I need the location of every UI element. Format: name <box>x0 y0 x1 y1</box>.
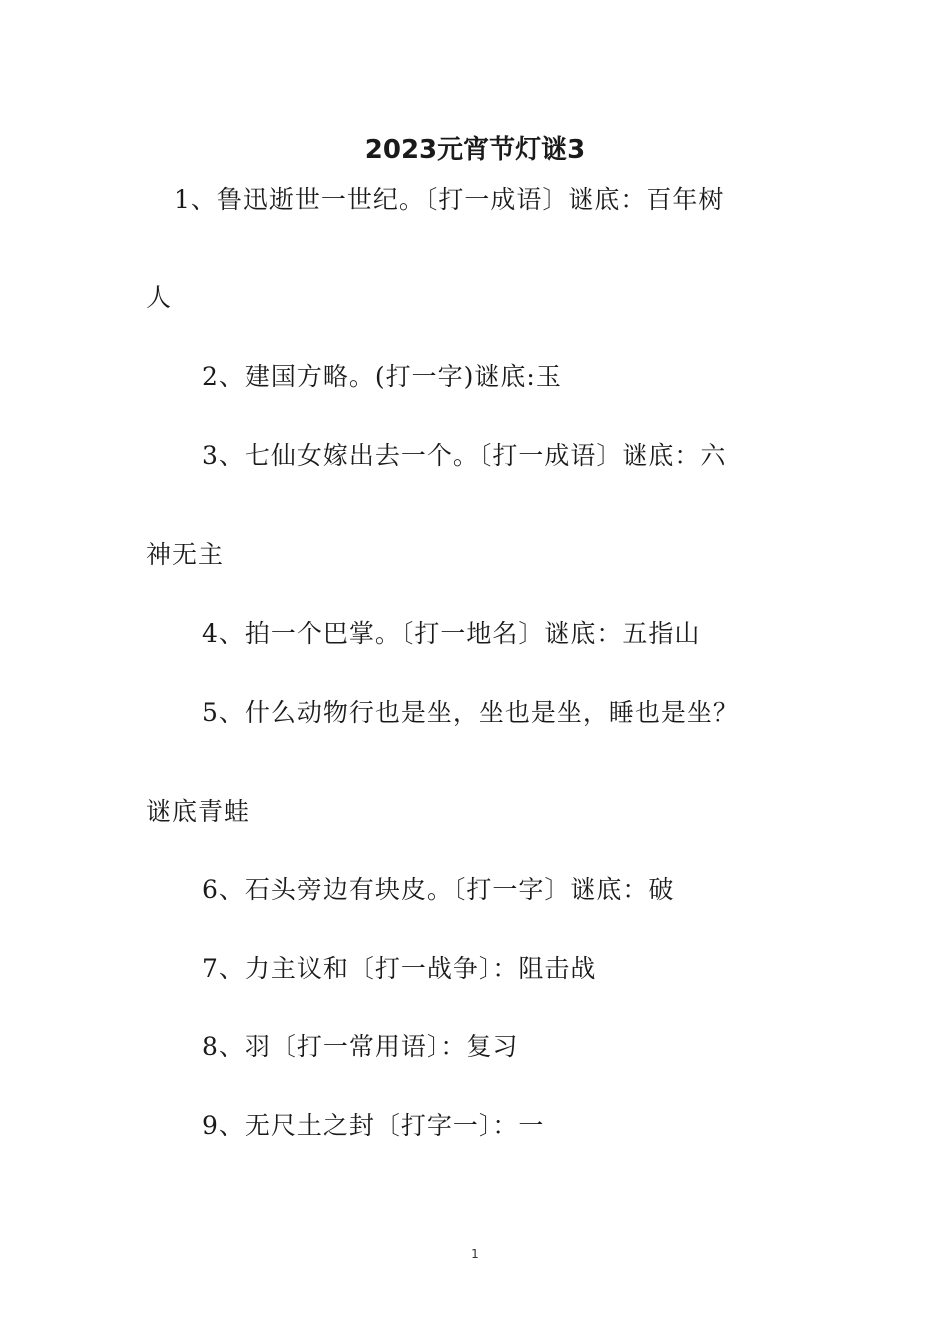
riddle-line-5: 5、什么动物行也是坐，坐也是坐，睡也是坐？ <box>202 698 739 727</box>
riddle-line-5-continued: 谜底青蛙 <box>146 797 251 826</box>
riddle-line-2: 2、建国方略。(打一字)谜底:玉 <box>202 362 562 391</box>
riddle-line-3: 3、七仙女嫁出去一个。〔打一成语〕谜底：六 <box>202 441 727 470</box>
riddle-line-8: 8、羽〔打一常用语〕：复习 <box>202 1032 519 1061</box>
riddle-line-7: 7、力主议和〔打一战争〕：阻击战 <box>202 954 597 983</box>
riddle-line-4: 4、拍一个巴掌。〔打一地名〕谜底：五指山 <box>202 619 701 648</box>
riddle-line-1: 1、鲁迅逝世一世纪。〔打一成语〕谜底：百年树 <box>174 185 725 214</box>
riddle-line-9: 9、无尺土之封〔打字一〕：一 <box>202 1111 545 1140</box>
riddle-line-3-continued: 神无主 <box>146 540 225 569</box>
document-title: 2023元宵节灯谜3 <box>364 135 586 165</box>
riddle-line-1-continued: 人 <box>146 283 173 312</box>
riddle-line-6: 6、石头旁边有块皮。〔打一字〕谜底：破 <box>202 875 675 904</box>
page-number: 1 <box>471 1247 479 1261</box>
